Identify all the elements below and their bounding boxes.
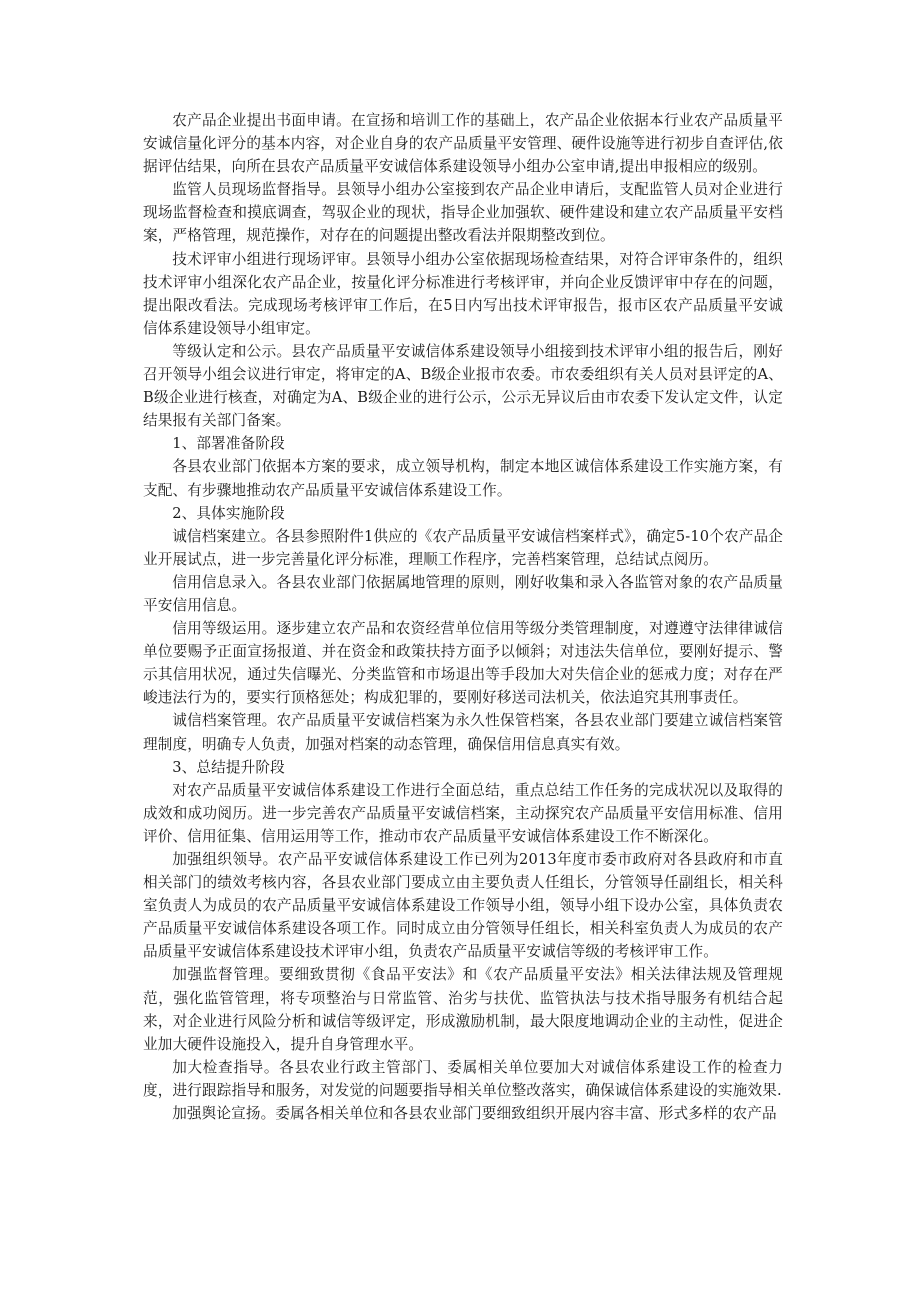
paragraph: 加强监督管理。要细致贯彻《食品平安法》和《农产品质量平安法》相关法律法规及管理规范，强化监管管理，将专项整治与日常监管、治劣与扶优、监管执法与技术指导服务有机结合起来，对企业进行风险分析和诚信等级评定，形成激励机制，最大限度地调动企业的主动性，促进企业加大硬件设施投入，提升自身管理水平。 — [143, 966, 783, 1053]
paragraph: 各县农业部门依据本方案的要求，成立领导机构，制定本地区诚信体系建设工作实施方案，有支配、有步骤地推动农产品质量平安诚信体系建设工作。 — [143, 458, 783, 499]
paragraph: 诚信档案建立。各县参照附件1供应的《农产品质量平安诚信档案样式》，确定5-10个农产品企业开展试点，进一步完善量化评分标准，理顺工作程序，完善档案管理，总结试点阅历。 — [143, 527, 783, 568]
section-heading: 1、部署准备阶段 — [172, 435, 285, 453]
document-body — [143, 109, 783, 1125]
paragraph: 信用等级运用。逐步建立农产品和农资经营单位信用等级分类管理制度，对遵遵守法律律诚信单位要赐予正面宣扬报道、并在资金和政策扶持方面予以倾斜；对违法失信单位，要刚好提示、警示其信用状况，通过失信曝光、分类监管和市场退出等手段加大对失信企业的惩戒力度；对存在严峻违法行为的，要实行顶格惩处；构成犯罪的，要刚好移送司法机关，依法追究其刑事责任。 — [143, 620, 783, 707]
paragraph: 加强舆论宣扬。委属各相关单位和各县农业部门要细致组织开展内容丰富、形式多样的农产品 — [172, 1105, 777, 1123]
paragraph: 加强组织领导。农产品平安诚信体系建设工作已列为2013年度市委市政府对各县政府和市直相关部门的绩效考核内容，各县农业部门要成立由主要负责人任组长，分管领导任副组长，相关科室负责人为成员的农产品质量平安诚信体系建设工作领导小组，领导小组下设办公室，具体负责农产品质量平安诚信体系建设各项工作。同时成立由分管领导任组长，相关科室负责人为成员的农产品质量平安诚信体系建设技术评审小组，负责农产品质量平安诚信等级的考核评审工作。 — [143, 851, 783, 961]
paragraph: 信用信息录入。各县农业部门依据属地管理的原则，刚好收集和录入各监管对象的农产品质量平安信用信息。 — [143, 573, 783, 614]
paragraph: 诚信档案管理。农产品质量平安诚信档案为永久性保管档案，各县农业部门要建立诚信档案管理制度，明确专人负责，加强对档案的动态管理，确保信用信息真实有效。 — [143, 712, 783, 753]
paragraph: 对农产品质量平安诚信体系建设工作进行全面总结，重点总结工作任务的完成状况以及取得的成效和成功阅历。进一步完善农产品质量平安诚信档案，主动探究农产品质量平安信用标准、信用评价、信用征集、信用运用等工作，推动市农产品质量平安诚信体系建设工作不断深化。 — [143, 781, 783, 845]
section-heading: 2、具体实施阶段 — [172, 504, 285, 522]
paragraph: 技术评审小组进行现场评审。县领导小组办公室依据现场检查结果，对符合评审条件的，组织技术评审小组深化农产品企业，按量化评分标准进行考核评审，并向企业反馈评审中存在的问题，提出限改看法。完成现场考核评审工作后，在5日内写出技术评审报告，报市区农产品质量平安诚信体系建设领导小组审定。 — [143, 250, 783, 337]
paragraph: 等级认定和公示。县农产品质量平安诚信体系建设领导小组接到技术评审小组的报告后，刚好召开领导小组会议进行审定，将审定的A、B级企业报市农委。市农委组织有关人员对县评定的A、B级企业进行核查，对确定为A、B级企业的进行公示，公示无异议后由市农委下发认定文件，认定结果报有关部门备案。 — [143, 342, 783, 430]
section-heading: 3、总结提升阶段 — [172, 758, 285, 776]
paragraph: 加大检查指导。各县农业行政主管部门、委属相关单位要加大对诚信体系建设工作的检查力度，进行跟踪指导和服务，对发觉的问题要指导相关单位整改落实，确保诚信体系建设的实施效果. — [143, 1058, 783, 1099]
paragraph: 监管人员现场监督指导。县领导小组办公室接到农产品企业申请后，支配监管人员对企业进行现场监督检查和摸底调查，驾驭企业的现状，指导企业加强软、硬件建设和建立农产品质量平安档案，严格管理，规范操作，对存在的问题提出整改看法并限期整改到位。 — [143, 181, 783, 245]
paragraph: 农产品企业提出书面申请。在宣扬和培训工作的基础上，农产品企业依据本行业农产品质量平安诚信量化评分的基本内容，对企业自身的农产品质量平安管理、硬件设施等进行初步自查评估,依据评估结果，向所在县农产品质量平安诚信体系建设领导小组办公室申请,提出申报相应的级别。 — [143, 112, 783, 176]
